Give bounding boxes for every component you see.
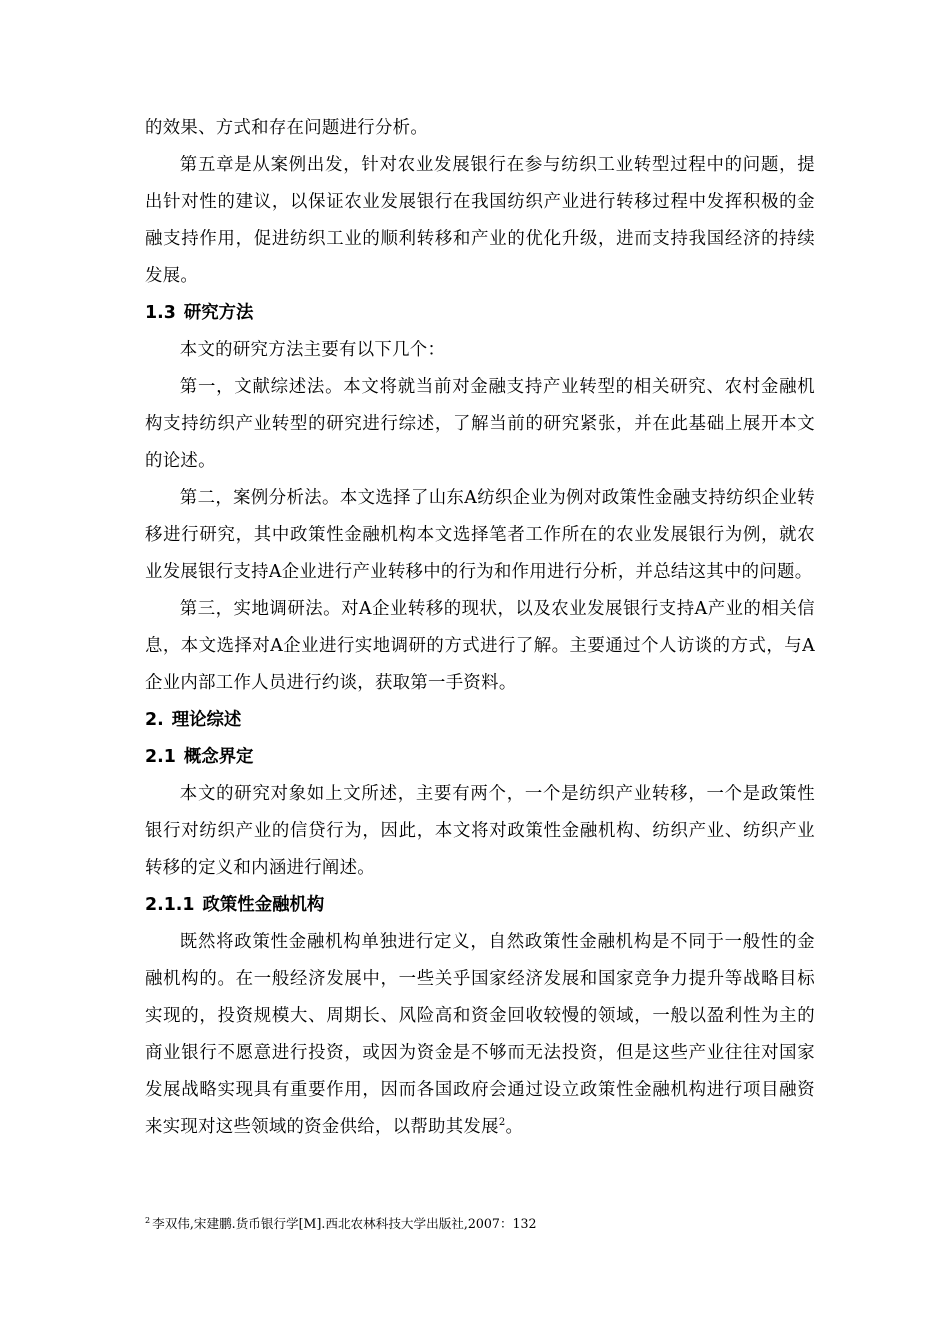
paragraph-policy-finance-text: 既然将政策性金融机构单独进行定义，自然政策性金融机构是不同于一般性的金融机构的。在一般经济发展中，一些关乎国家经济发展和国家竞争力提升等战略目标实现的，投资规模大、周期长、风险高和资金回收较慢的领域，一般以盈利性为主的商业银行不愿意进行投资，或因为资金是不够而无法投资，但是这些产业往往对国家发展战略实现具有重要作用，因而各国政府会通过设立政策性金融机构进行项目融资来实现对这些领域的资金供给，以帮助其发展 xyxy=(145,932,815,1137)
footnote-mark: 2 xyxy=(145,1216,151,1225)
section-title: 理论综述 xyxy=(171,710,242,730)
section-title: 政策性金融机构 xyxy=(202,895,325,915)
main-text-column xyxy=(145,110,815,1146)
paragraph-concepts: 本文的研究对象如上文所述，主要有两个，一个是纺织产业转移，一个是政策性银行对纺织产业的信贷行为，因此，本文将对政策性金融机构、纺织产业、纺织产业转移的定义和内涵进行阐述。 xyxy=(145,784,815,878)
paragraph-methods-intro: 本文的研究方法主要有以下几个： xyxy=(179,340,446,360)
paragraph-chapter-five: 第五章是从案例出发，针对农业发展银行在参与纺织工业转型过程中的问题，提出针对性的建议，以保证农业发展银行在我国纺织产业进行转移过程中发挥积极的金融支持作用，促进纺织工业的顺利转移和产业的优化升级，进而支持我国经济的持续发展。 xyxy=(145,155,815,286)
section-number: 2.1 xyxy=(145,747,176,767)
section-heading-2-1-1 xyxy=(145,887,815,924)
footnote-reference[interactable]: 2 xyxy=(498,1117,506,1129)
section-title: 概念界定 xyxy=(183,747,254,767)
paragraph-method-literature: 第一，文献综述法。本文将就当前对金融支持产业转型的相关研究、农村金融机构支持纺织产业转型的研究进行综述，了解当前的研究紧张，并在此基础上展开本文的论述。 xyxy=(145,377,815,471)
section-number: 1.3 xyxy=(145,303,176,323)
paragraph-end-punct: 。 xyxy=(505,1117,524,1137)
section-heading-1-3 xyxy=(145,295,815,332)
section-heading-2 xyxy=(145,702,815,739)
paragraph-method-field: 第三，实地调研法。对A企业转移的现状，以及农业发展银行支持A产业的相关信息，本文选择对A企业进行实地调研的方式进行了解。主要通过个人访谈的方式，与A企业内部工作人员进行约谈，获取第一手资料。 xyxy=(145,599,815,693)
section-number: 2. xyxy=(145,710,164,730)
paragraph-policy-finance xyxy=(145,924,815,1146)
paragraph-method-case: 第二，案例分析法。本文选择了山东A纺织企业为例对政策性金融支持纺织企业转移进行研究，其中政策性金融机构本文选择笔者工作所在的农业发展银行为例，就农业发展银行支持A企业进行产业转移中的行为和作用进行分析，并总结这其中的问题。 xyxy=(145,488,815,582)
section-number: 2.1.1 xyxy=(145,895,195,915)
footnote-text: 李双伟,宋建鹏.货币银行学[M].西北农林科技大学出版社,2007：132 xyxy=(152,1216,537,1232)
section-title: 研究方法 xyxy=(183,303,254,323)
section-heading-2-1 xyxy=(145,739,815,776)
footnote xyxy=(145,1212,815,1233)
paragraph-continuation: 的效果、方式和存在问题进行分析。 xyxy=(145,118,429,138)
